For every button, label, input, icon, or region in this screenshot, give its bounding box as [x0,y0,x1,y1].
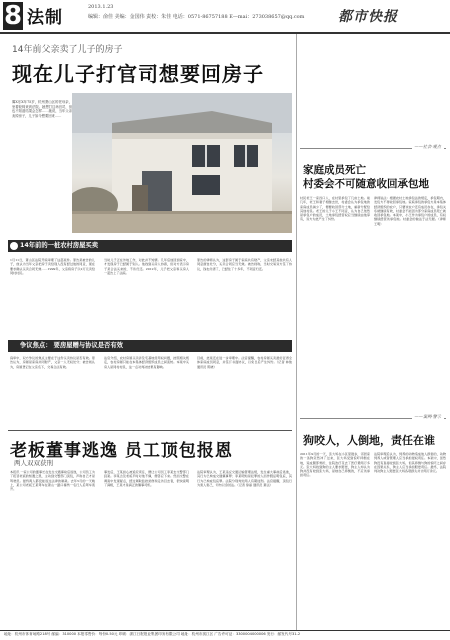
story1-headline: 现在儿子打官司想要回房子 [12,62,264,86]
right-section-tag-1: ——社会·观点 [412,144,444,150]
story1-lead: 冀X东X年75岁，杭州萧山区的老母亲，坐着轮椅来到法院。她想打这场官司，但也不知道结果会怎样……她说，当年父亲卖掉房子，儿子如今想要回来…… [12,100,72,118]
section-title: 法制 [27,8,63,28]
story2-col-c: 目前，此案还在进一步审理中。法官提醒，农村房屋买卖最好征得全体家庭成员同意，并签订书面协议，以免日后产生纠纷。（记者 林俊 通讯员 陈晓） [197,356,292,369]
editor-credits: 编辑：俞佳 美编：金国伟 责校：朱佳 [88,14,172,20]
story1-col-a: 1月11日，萧山区法院开庭审理了这起案件。原告是被告的儿子，他认为当年父亲把房子卖给别人没有经过他的同意，现在要求确认买卖合同无效……1999年，父亲将房子以2万元卖给同村村民。 [10,258,95,275]
subhead-bar-1 [8,240,292,252]
footer-text: 地址：杭州市体育场路218号 邮编：310000 本报零售价：每份0.50元 印刷：浙江日报报业集团印务有限公司 地址：杭州市滨江区 广告许可证：3300004000006 发行：邮发代号31-2 [4,632,301,636]
header-rule [0,32,450,34]
house-photo-illustration [72,93,292,233]
right1-col-a: 村民老王一家四口人，在村里承包了几亩土地。前几年，老王和妻子相继去世，村委会认为承包地的家庭成员减少了，便要收回部分土地，重新分配给其他村民。老王的儿子小王不同意，认为自己依然是承包户的成员，土地承包经营权应当继续由他享有，双方为此产生了纠纷。 [300,196,370,222]
story1-photo [72,93,292,233]
right-section-tag-2: ——案例·警示 [412,414,444,420]
section-divider [8,430,292,431]
subhead-2-label: 争议焦点： 要房屋赠与协议是否有效 [20,342,123,349]
right2-headline: 狗咬人，人倒地，责任在谁 [303,434,435,447]
bullet-icon [10,242,18,250]
subhead-bar-2 [8,340,292,352]
issue-date: 2013.1.23 [88,4,114,10]
story1-kicker: 14年前父亲卖了儿子的房子 [12,45,123,55]
right-section-header-2 [300,414,446,422]
right-section-header-1 [300,144,446,152]
footer-rule [0,630,450,631]
story3-col-c: 法院审理认为，王某违反交通运输管理法规，发生重大事故后逃逸，其行为已构成交通肇事罪；李某明知是犯罪的人而作假证明包庇，其行为已构成包庇罪。法院分别判处两人有期徒刑。法官提醒，顶包行为害人害己，切勿以身试法。（记者 徐丽 通讯员 萧法） [197,470,292,487]
newspaper-brand: 都市快报 [338,9,398,25]
story1-col-b: 当时儿子正在外地工作，对此并不知情。几年后他回到家中，才发现房子已经属于别人。他找到买房人协商，但对方表示房子是合法买来的，不肯归还。2012年，儿子把父亲和买房人一起告上了法庭。 [104,258,189,275]
story2-col-b: 法官介绍，农村房屋买卖涉及宅基地使用权问题，按照相关规定，农村房屋只能在本集体经济组织成员之间流转。本案中买房人是同村村民，这一点对判决结果有影响。 [104,356,189,369]
column-divider [296,34,297,630]
story1-col-c: 原告的律师认为，这套房子属于家庭共有财产，父亲未经其他共有人同意擅自处分，买卖合同应当无效。被告则称，当时交易双方签了协议，钱也付清了，已经住了十多年，不同意归还。 [197,258,292,271]
story3-col-b: 事发后，王某担心被追究责任，便让公司员工李某去交警部门投案。李某念及老板平时对他不薄，便答应下来。然而交警在调查中发现疑点，经过调取监控录像和走访目击者，很快查明了真相，王某才是真正的肇事司机。 [104,470,189,487]
editor-line [88,13,304,20]
story3-col-a: 本报讯 一家公司的董事长在发生交通事故后逃逸，公司员工为了报答老板的知遇之恩，主动到交警部门顶包，声称自己才是驾驶员。最终两人都没能逃过法律的制裁。去年5月的一天晚上，某公司老板王某驾车在萧山一路口撞伤一名行人后驾车离开。 [10,470,95,492]
right2-col-b: 法院审理后认为，饲养的动物造成他人损害的，动物饲养人或者管理人应当承担侵权责任。本案中，虽然狗没有直接咬到张大妈，但其摔倒与狗的惊吓之间存在因果关系，狗主人应当承担赔偿责任。最终，法院判决狗主人赔偿张大妈各项损失共计两万余元。 [374,452,446,474]
page-header [0,0,450,34]
right2-col-a: 2011年9月的一天，张大妈在小区里散步，邻居家的一条狗突然冲了过来，张大妈受到惊吓摔倒在地，造成腿部骨折，住院治疗花去了医疗费两万多元。张大妈找到狗的主人要求赔偿，狗主人却认为狗并没有咬到张大妈，是她自己摔倒的，不应该承担责任。 [300,452,370,478]
subhead-1-label: 14年前的一桩农村房屋买卖 [20,242,99,249]
story3-headline: 老板董事逃逸 员工顶包报恩 [10,441,233,461]
right1-headline-line2: 村委会不可随意收回承包地 [303,178,429,190]
hotline: 电话：0571-86757188 E—mai：273038657@qq.com [172,14,305,20]
right1-headline-line1: 家庭成员死亡 [303,164,366,176]
story3-kicker: 两人双双获刑 [14,459,53,467]
right1-col-b: 律师说法：根据农村土地承包法的规定，承包期内，发包方不得收回承包地。家庭承包的承包方是本集体经济组织的农户，只要该农户还有成员存在，承包关系就继续有效，村委会不能因为部分家庭成员死亡就收回承包地。本案中，小王作为承包户的成员，有权继续经营该承包地。村委会的做法于法无据。（律师 王明） [374,196,446,226]
page-number: 8 [3,1,23,31]
story2-col-a: 庭审中，双方争议的焦点主要在于这份买卖协议是否有效。原告认为，房屋是家庭共同财产，父亲一人无权处分；被告则认为，房屋登记在父亲名下，交易合法有效。 [10,356,95,369]
